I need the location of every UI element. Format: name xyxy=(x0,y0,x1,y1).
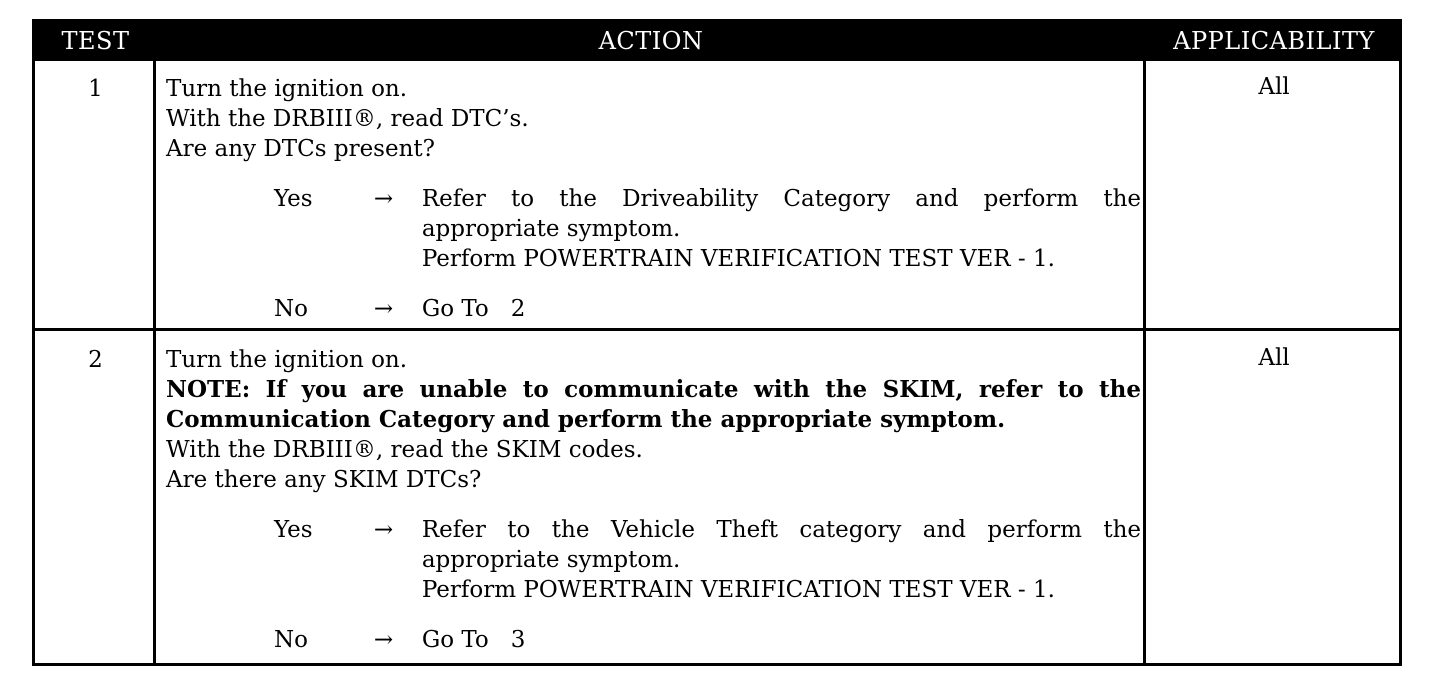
no-text: Go To 3 xyxy=(421,627,526,653)
row1-yes-option xyxy=(166,184,1141,274)
diagnostic-table xyxy=(32,19,1402,666)
no-text: Go To 2 xyxy=(421,296,526,322)
row1-line: Are any DTCs present? xyxy=(166,136,435,162)
row-divider xyxy=(35,328,1399,331)
row1-test-number: 1 xyxy=(88,76,103,102)
arrow-icon: → xyxy=(373,517,394,543)
arrow-icon: → xyxy=(373,627,394,653)
arrow-icon: → xyxy=(373,186,394,212)
no-label: No xyxy=(274,627,308,653)
yes-text-2: Perform POWERTRAIN VERIFICATION TEST VER - 1. xyxy=(421,246,1055,272)
no-label: No xyxy=(274,296,308,322)
yes-label: Yes xyxy=(274,186,313,212)
yes-label: Yes xyxy=(274,517,313,543)
row1-line: Turn the ignition on. xyxy=(166,76,408,102)
header-applicability: APPLICABILITY xyxy=(1173,27,1375,55)
row2-note: NOTE: If you are unable to communicate with the SKIM, refer to the Communication Category and perform the appropriate symptom. xyxy=(166,376,1141,433)
row1-applicability: All xyxy=(1258,74,1290,100)
yes-text: Refer to the Driveability Category and perform the appropriate symptom. xyxy=(421,186,1141,242)
row2-action xyxy=(166,345,1141,655)
row1-line: With the DRBIII®, read DTC’s. xyxy=(166,106,529,132)
yes-text: Refer to the Vehicle Theft category and perform the appropriate symptom. xyxy=(421,517,1141,573)
row1-action xyxy=(166,74,1141,324)
yes-text-2: Perform POWERTRAIN VERIFICATION TEST VER - 1. xyxy=(421,577,1055,603)
row2-yes-option xyxy=(166,515,1141,605)
row2-applicability: All xyxy=(1258,345,1290,371)
row2-test-number: 2 xyxy=(88,347,103,373)
row2-no-option xyxy=(166,625,1141,655)
row2-line: Are there any SKIM DTCs? xyxy=(166,467,482,493)
header-test: TEST xyxy=(61,27,130,55)
table-header xyxy=(35,22,1399,61)
yes-result xyxy=(422,515,1141,605)
row2-line: Turn the ignition on. xyxy=(166,347,408,373)
arrow-icon: → xyxy=(373,296,394,322)
row2-line: With the DRBIII®, read the SKIM codes. xyxy=(166,437,643,463)
header-action: ACTION xyxy=(598,27,704,55)
row1-no-option xyxy=(166,294,1141,324)
yes-result xyxy=(422,184,1141,274)
